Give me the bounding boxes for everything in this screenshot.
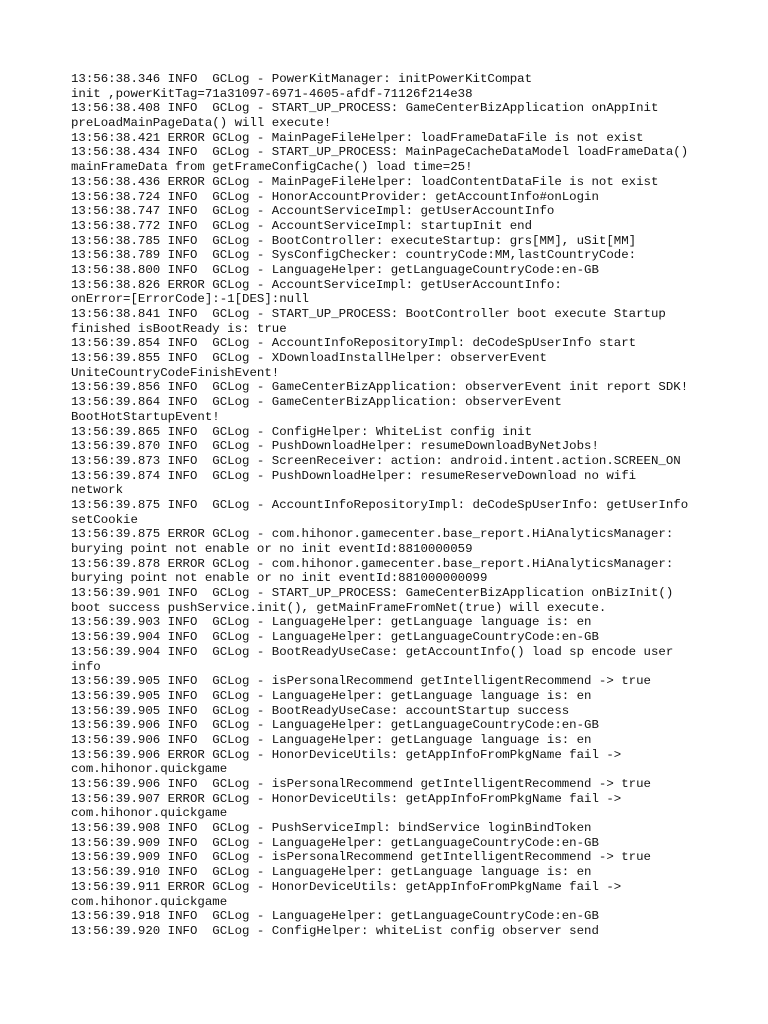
log-line: 13:56:39.903 INFO GCLog - LanguageHelper: getLanguage language is: en xyxy=(71,615,592,630)
log-line: info xyxy=(71,659,101,674)
log-line: BootHotStartupEvent! xyxy=(71,409,220,424)
log-line: onError=[ErrorCode]:-1[DES]:null xyxy=(71,292,309,307)
log-line: com.hihonor.quickgame xyxy=(71,894,228,909)
log-line: 13:56:39.875 INFO GCLog - AccountInfoRepositoryImpl: deCodeSpUserInfo: getUserInfo xyxy=(71,497,689,512)
log-line: 13:56:39.906 ERROR GCLog - HonorDeviceUtils: getAppInfoFromPkgName fail -> xyxy=(71,747,622,762)
log-line: mainFrameData from getFrameConfigCache() load time=25! xyxy=(71,160,473,175)
log-line: 13:56:39.907 ERROR GCLog - HonorDeviceUtils: getAppInfoFromPkgName fail -> xyxy=(71,791,622,806)
log-line: finished isBootReady is: true xyxy=(71,321,287,336)
log-line: com.hihonor.quickgame xyxy=(71,762,228,777)
log-line: 13:56:39.856 INFO GCLog - GameCenterBizApplication: observerEvent init report SDK! xyxy=(71,380,689,395)
log-line: 13:56:39.865 INFO GCLog - ConfigHelper: WhiteList config init xyxy=(71,424,533,439)
log-line: 13:56:39.920 INFO GCLog - ConfigHelper: whiteList config observer send xyxy=(71,923,599,938)
log-line: boot success pushService.init(), getMainFrameFromNet(true) will execute. xyxy=(71,600,607,615)
log-line: 13:56:38.408 INFO GCLog - START_UP_PROCESS: GameCenterBizApplication onAppInit xyxy=(71,101,659,116)
log-line: 13:56:38.434 INFO GCLog - START_UP_PROCESS: MainPageCacheDataModel loadFrameData() xyxy=(71,145,689,160)
log-line: 13:56:39.906 INFO GCLog - LanguageHelper: getLanguage language is: en xyxy=(71,732,592,747)
log-line: 13:56:38.772 INFO GCLog - AccountServiceImpl: startupInit end xyxy=(71,218,533,233)
log-line: burying point not enable or no init eventId:881000000099 xyxy=(71,571,488,586)
log-line: 13:56:38.724 INFO GCLog - HonorAccountProvider: getAccountInfo#onLogin xyxy=(71,189,599,204)
log-line: init ,powerKitTag=71a31097-6971-4605-afdf-71126f214e38 xyxy=(71,86,473,101)
log-text xyxy=(71,72,711,939)
log-line: 13:56:38.747 INFO GCLog - AccountServiceImpl: getUserAccountInfo xyxy=(71,204,555,219)
log-line: 13:56:39.905 INFO GCLog - BootReadyUseCase: accountStartup success xyxy=(71,703,570,718)
log-line: 13:56:39.909 INFO GCLog - LanguageHelper: getLanguageCountryCode:en-GB xyxy=(71,835,599,850)
log-line: 13:56:39.911 ERROR GCLog - HonorDeviceUtils: getAppInfoFromPkgName fail -> xyxy=(71,879,622,894)
log-line: 13:56:39.905 INFO GCLog - isPersonalRecommend getIntelligentRecommend -> true xyxy=(71,674,651,689)
log-line: 13:56:38.800 INFO GCLog - LanguageHelper: getLanguageCountryCode:en-GB xyxy=(71,262,599,277)
log-line: 13:56:39.918 INFO GCLog - LanguageHelper: getLanguageCountryCode:en-GB xyxy=(71,909,599,924)
log-line: 13:56:38.785 INFO GCLog - BootController: executeStartup: grs[MM], uSit[MM] xyxy=(71,233,637,248)
log-line: setCookie xyxy=(71,512,138,527)
log-line: preLoadMainPageData() will execute! xyxy=(71,116,332,131)
log-line: 13:56:39.904 INFO GCLog - LanguageHelper: getLanguageCountryCode:en-GB xyxy=(71,630,599,645)
log-line: 13:56:39.864 INFO GCLog - GameCenterBizApplication: observerEvent xyxy=(71,395,562,410)
log-line: 13:56:39.904 INFO GCLog - BootReadyUseCase: getAccountInfo() load sp encode user xyxy=(71,644,674,659)
log-line: burying point not enable or no init eventId:8810000059 xyxy=(71,542,473,556)
log-line: com.hihonor.quickgame xyxy=(71,806,228,821)
log-line: 13:56:39.875 ERROR GCLog - com.hihonor.gamecenter.base_report.HiAnalyticsManager: xyxy=(71,527,674,542)
log-line: 13:56:39.905 INFO GCLog - LanguageHelper: getLanguage language is: en xyxy=(71,688,592,703)
log-line: 13:56:39.855 INFO GCLog - XDownloadInstallHelper: observerEvent xyxy=(71,351,547,366)
log-line: 13:56:39.906 INFO GCLog - isPersonalRecommend getIntelligentRecommend -> true xyxy=(71,777,651,791)
log-line: 13:56:39.854 INFO GCLog - AccountInfoRepositoryImpl: deCodeSpUserInfo start xyxy=(71,336,637,351)
log-line: 13:56:39.901 INFO GCLog - START_UP_PROCESS: GameCenterBizApplication onBizInit() xyxy=(71,586,674,601)
log-line: 13:56:38.789 INFO GCLog - SysConfigChecker: countryCode:MM,lastCountryCode: xyxy=(71,248,637,263)
log-line: 13:56:38.346 INFO GCLog - PowerKitManager: initPowerKitCompat xyxy=(71,72,533,86)
log-line: 13:56:39.870 INFO GCLog - PushDownloadHelper: resumeDownloadByNetJobs! xyxy=(71,439,599,454)
log-line: 13:56:39.906 INFO GCLog - LanguageHelper: getLanguageCountryCode:en-GB xyxy=(71,718,599,733)
log-line: 13:56:38.826 ERROR GCLog - AccountServiceImpl: getUserAccountInfo: xyxy=(71,277,562,292)
log-line: 13:56:38.421 ERROR GCLog - MainPageFileHelper: loadFrameDataFile is not exist xyxy=(71,130,644,145)
log-line: 13:56:39.910 INFO GCLog - LanguageHelper: getLanguage language is: en xyxy=(71,865,592,880)
log-line: 13:56:38.436 ERROR GCLog - MainPageFileHelper: loadContentDataFile is not exist xyxy=(71,174,659,189)
log-line: UniteCountryCodeFinishEvent! xyxy=(71,365,280,380)
log-line: 13:56:39.909 INFO GCLog - isPersonalRecommend getIntelligentRecommend -> true xyxy=(71,850,651,865)
log-line: network xyxy=(71,483,124,498)
log-line: 13:56:38.841 INFO GCLog - START_UP_PROCESS: BootController boot execute Startup xyxy=(71,307,666,321)
log-line: 13:56:39.874 INFO GCLog - PushDownloadHelper: resumeReserveDownload no wifi xyxy=(71,468,637,483)
log-line: 13:56:39.878 ERROR GCLog - com.hihonor.gamecenter.base_report.HiAnalyticsManager: xyxy=(71,556,674,571)
log-line: 13:56:39.908 INFO GCLog - PushServiceImpl: bindService loginBindToken xyxy=(71,821,592,836)
log-line: 13:56:39.873 INFO GCLog - ScreenReceiver: action: android.intent.action.SCREEN_ON xyxy=(71,453,681,468)
